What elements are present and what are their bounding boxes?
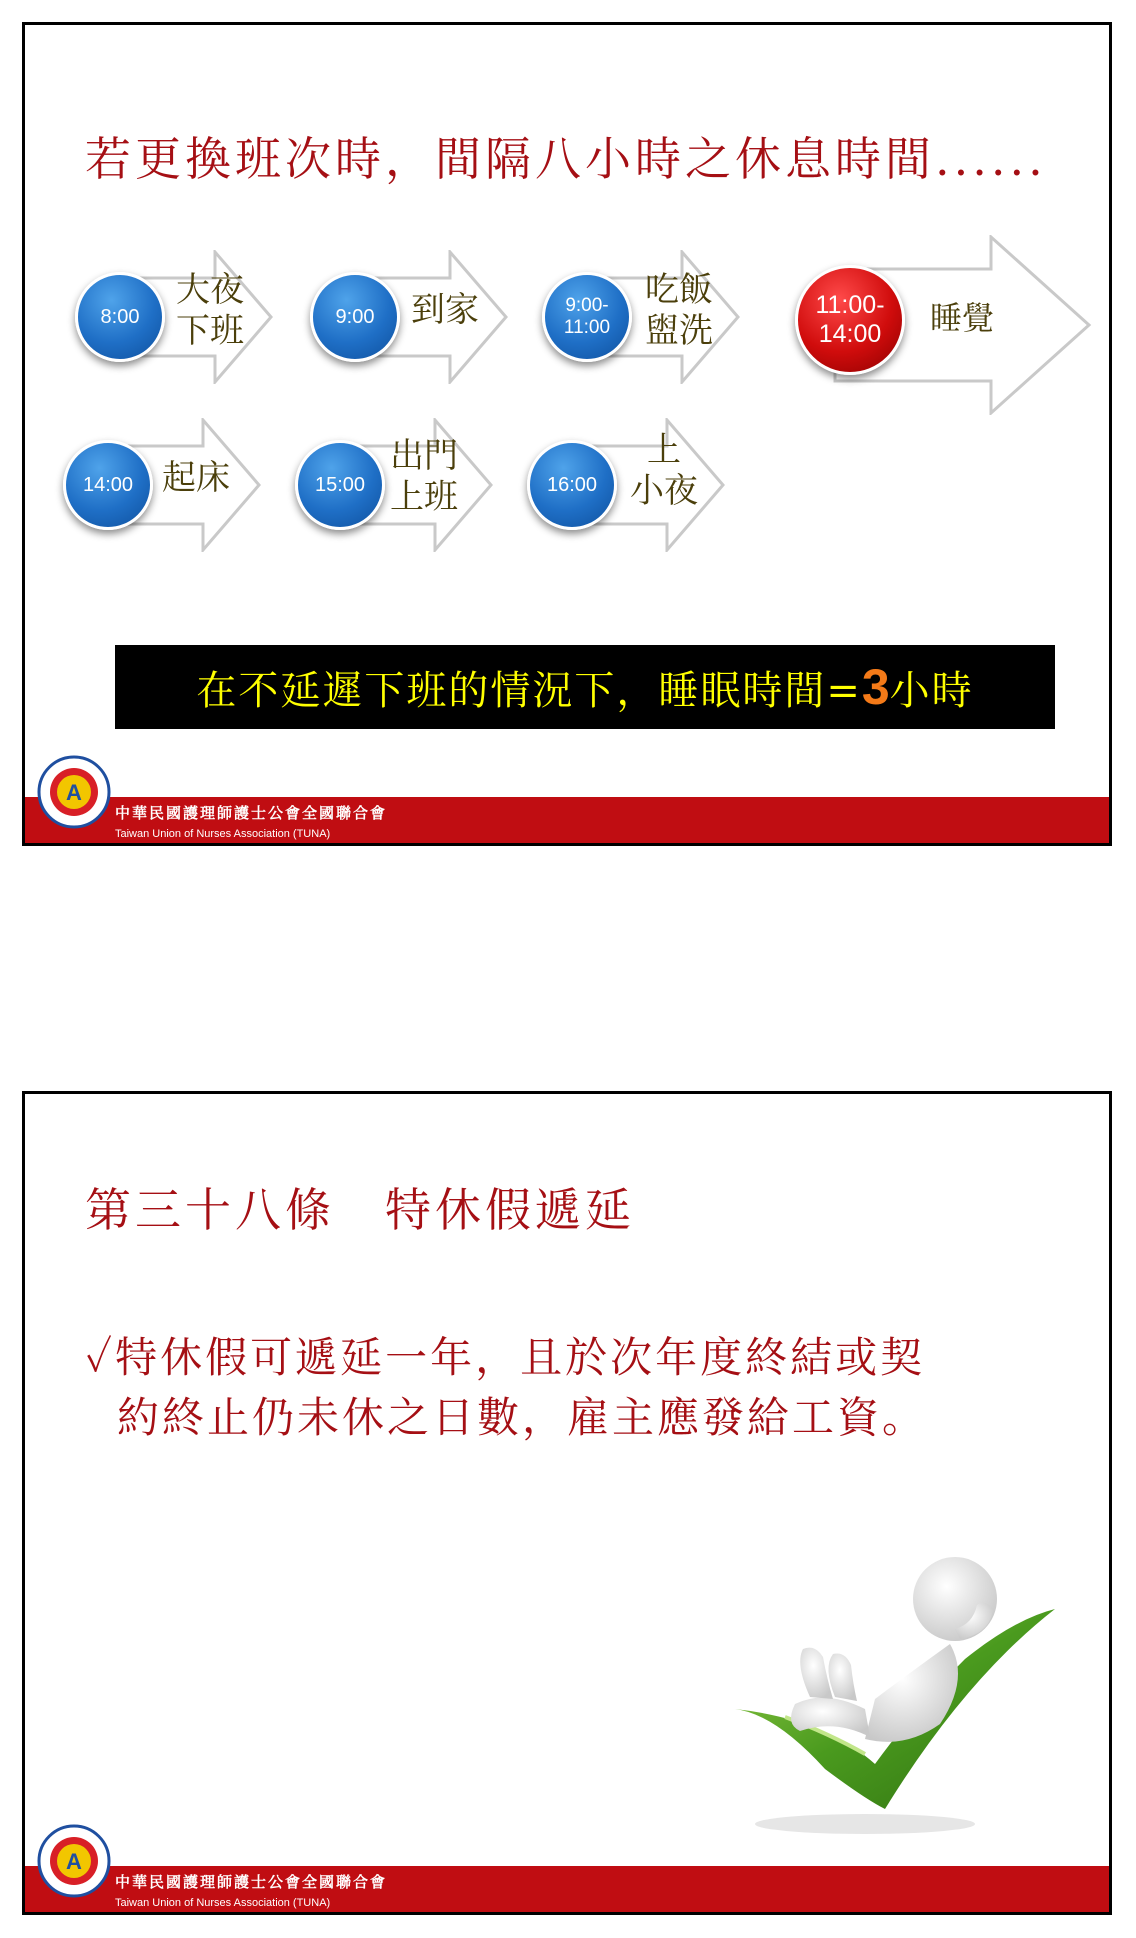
org-name-english: Taiwan Union of Nurses Association (TUNA) — [115, 828, 331, 840]
body-text-line-2: 約終止仍未休之日數，雇主應發給工資。 — [117, 1393, 928, 1442]
time-badge: 15:00 — [295, 440, 385, 530]
slide-shift-rest — [22, 22, 1112, 846]
step-label: 大夜 下班 — [176, 270, 244, 351]
sleep-hours-number: 3 — [861, 659, 890, 715]
step-label: 起床 — [162, 458, 230, 498]
body-text-line-1: 特休假可遞延一年，且於次年度終結或契 — [115, 1333, 926, 1382]
summary-banner — [115, 645, 1055, 729]
svg-text:A: A — [66, 1849, 82, 1874]
tuna-logo-icon — [37, 1824, 111, 1898]
time-badge: 8:00 — [75, 272, 165, 362]
step-label: 到家 — [411, 290, 479, 330]
step-label: 出門 上班 — [390, 436, 458, 517]
banner-suffix: 小時 — [889, 667, 974, 714]
tuna-logo-icon — [37, 755, 111, 829]
relaxing-figure-checkmark-illustration — [715, 1539, 1075, 1839]
article-body — [85, 1328, 1045, 1448]
time-badge: 14:00 — [63, 440, 153, 530]
step-label: 睡覺 — [929, 299, 994, 337]
org-name-chinese: 中華民國護理師護士公會全國聯合會 — [115, 804, 388, 822]
slide-title: 第三十八條 特休假遞延 — [85, 1183, 635, 1237]
time-badge: 9:00 — [310, 272, 400, 362]
time-badge: 11:00- 14:00 — [795, 265, 905, 375]
body-line-1 — [85, 1328, 1045, 1388]
step-label: 吃飯 盥洗 — [645, 270, 713, 351]
check-icon: ✓ — [85, 1333, 116, 1382]
step-label: 上 小夜 — [630, 430, 698, 511]
org-name-chinese: 中華民國護理師護士公會全國聯合會 — [115, 1873, 388, 1891]
org-name-english: Taiwan Union of Nurses Association (TUNA) — [115, 1897, 331, 1909]
banner-prefix: 在不延遲下班的情況下，睡眠時間= — [196, 667, 862, 714]
slide-article-38 — [22, 1091, 1112, 1915]
svg-text:A: A — [66, 780, 82, 805]
time-badge: 9:00- 11:00 — [542, 272, 632, 362]
time-badge: 16:00 — [527, 440, 617, 530]
slide-title: 若更換班次時，間隔八小時之休息時間...... — [85, 132, 1047, 186]
